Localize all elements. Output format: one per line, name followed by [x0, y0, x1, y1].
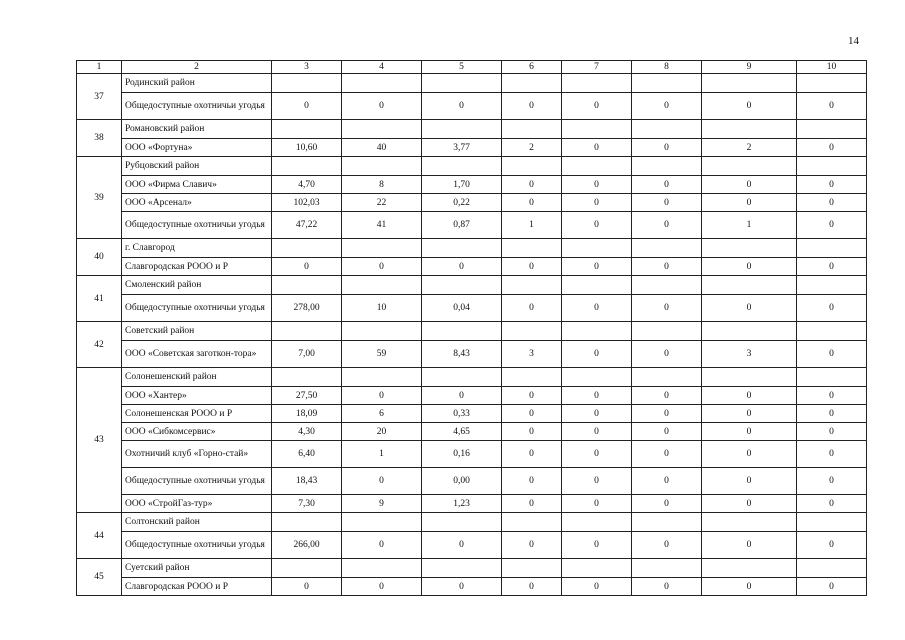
empty-cell — [632, 74, 702, 93]
value-cell: 0 — [797, 93, 867, 120]
empty-cell — [632, 322, 702, 341]
header-row — [77, 61, 867, 74]
row-name: ООО «Советская заготкон-тора» — [122, 341, 272, 368]
table-row — [77, 387, 867, 405]
empty-cell — [797, 513, 867, 532]
value-cell: 0 — [502, 387, 562, 405]
row-name: ООО «СтройГаз-тур» — [122, 495, 272, 513]
table-row — [77, 212, 867, 239]
column-header: 2 — [122, 61, 272, 74]
value-cell: 0 — [797, 468, 867, 495]
empty-cell — [632, 157, 702, 176]
value-cell: 0 — [272, 578, 342, 596]
empty-cell — [342, 368, 422, 387]
value-cell: 0 — [797, 258, 867, 276]
section-header-row — [77, 120, 867, 139]
value-cell: 2 — [502, 139, 562, 157]
value-cell: 0 — [342, 93, 422, 120]
column-header: 5 — [422, 61, 502, 74]
empty-cell — [702, 322, 797, 341]
value-cell: 0 — [797, 295, 867, 322]
value-cell: 0 — [797, 532, 867, 559]
empty-cell — [422, 239, 502, 258]
table-row — [77, 578, 867, 596]
value-cell: 0 — [632, 423, 702, 441]
table-row — [77, 139, 867, 157]
empty-cell — [502, 276, 562, 295]
column-header: 6 — [502, 61, 562, 74]
row-name: Общедоступные охотничьи угодья — [122, 295, 272, 322]
value-cell: 0 — [797, 194, 867, 212]
value-cell: 0 — [632, 194, 702, 212]
column-header: 4 — [342, 61, 422, 74]
value-cell: 0 — [562, 405, 632, 423]
empty-cell — [502, 157, 562, 176]
column-header: 1 — [77, 61, 122, 74]
value-cell: 59 — [342, 341, 422, 368]
value-cell: 0 — [702, 194, 797, 212]
empty-cell — [342, 157, 422, 176]
value-cell: 4,65 — [422, 423, 502, 441]
value-cell: 0 — [562, 258, 632, 276]
empty-cell — [562, 120, 632, 139]
row-name: Славгородская РООО и Р — [122, 578, 272, 596]
data-table — [76, 60, 867, 596]
table-row — [77, 194, 867, 212]
value-cell: 0 — [562, 387, 632, 405]
row-name: Общедоступные охотничьи угодья — [122, 93, 272, 120]
value-cell: 40 — [342, 139, 422, 157]
value-cell: 1 — [702, 212, 797, 239]
empty-cell — [422, 276, 502, 295]
empty-cell — [272, 74, 342, 93]
value-cell: 0 — [797, 341, 867, 368]
empty-cell — [632, 559, 702, 578]
value-cell: 10,60 — [272, 139, 342, 157]
value-cell: 0 — [562, 176, 632, 194]
empty-cell — [702, 74, 797, 93]
empty-cell — [632, 120, 702, 139]
district-title: Солтонский район — [122, 513, 272, 532]
empty-cell — [702, 157, 797, 176]
empty-cell — [422, 322, 502, 341]
value-cell: 0,16 — [422, 441, 502, 468]
empty-cell — [797, 157, 867, 176]
value-cell: 4,70 — [272, 176, 342, 194]
empty-cell — [422, 559, 502, 578]
value-cell: 9 — [342, 495, 422, 513]
value-cell: 0 — [502, 441, 562, 468]
value-cell: 22 — [342, 194, 422, 212]
value-cell: 278,00 — [272, 295, 342, 322]
value-cell: 0 — [632, 139, 702, 157]
value-cell: 0 — [632, 387, 702, 405]
district-title: Советский район — [122, 322, 272, 341]
value-cell: 0 — [342, 387, 422, 405]
value-cell: 0 — [502, 194, 562, 212]
column-header: 9 — [702, 61, 797, 74]
row-name: Общедоступные охотничьи угодья — [122, 468, 272, 495]
value-cell: 0 — [632, 176, 702, 194]
empty-cell — [562, 322, 632, 341]
value-cell: 0 — [562, 295, 632, 322]
table-row — [77, 341, 867, 368]
empty-cell — [502, 322, 562, 341]
table-row — [77, 468, 867, 495]
empty-cell — [562, 513, 632, 532]
column-header: 10 — [797, 61, 867, 74]
value-cell: 0,04 — [422, 295, 502, 322]
value-cell: 0,33 — [422, 405, 502, 423]
value-cell: 0 — [797, 212, 867, 239]
value-cell: 102,03 — [272, 194, 342, 212]
value-cell: 47,22 — [272, 212, 342, 239]
empty-cell — [797, 559, 867, 578]
value-cell: 0 — [562, 194, 632, 212]
value-cell: 0 — [632, 441, 702, 468]
empty-cell — [562, 368, 632, 387]
value-cell: 0 — [562, 423, 632, 441]
value-cell: 0 — [632, 212, 702, 239]
empty-cell — [562, 559, 632, 578]
value-cell: 0 — [702, 468, 797, 495]
value-cell: 0 — [422, 93, 502, 120]
section-number: 39 — [77, 157, 122, 239]
value-cell: 0 — [797, 139, 867, 157]
section-header-row — [77, 559, 867, 578]
empty-cell — [272, 559, 342, 578]
empty-cell — [272, 239, 342, 258]
section-number: 40 — [77, 239, 122, 276]
value-cell: 0 — [632, 405, 702, 423]
row-name: Солонешенская РООО и Р — [122, 405, 272, 423]
empty-cell — [342, 74, 422, 93]
row-name: ООО «Хантер» — [122, 387, 272, 405]
table-row — [77, 93, 867, 120]
empty-cell — [797, 74, 867, 93]
value-cell: 0 — [562, 468, 632, 495]
value-cell: 0 — [502, 176, 562, 194]
value-cell: 0 — [562, 578, 632, 596]
empty-cell — [272, 120, 342, 139]
value-cell: 0 — [502, 578, 562, 596]
value-cell: 0 — [797, 578, 867, 596]
section-header-row — [77, 276, 867, 295]
value-cell: 27,50 — [272, 387, 342, 405]
value-cell: 0 — [797, 495, 867, 513]
value-cell: 0 — [702, 578, 797, 596]
empty-cell — [702, 239, 797, 258]
value-cell: 0 — [562, 139, 632, 157]
empty-cell — [272, 276, 342, 295]
district-title: г. Славгород — [122, 239, 272, 258]
value-cell: 0 — [502, 532, 562, 559]
value-cell: 3 — [502, 341, 562, 368]
empty-cell — [702, 368, 797, 387]
value-cell: 0 — [702, 441, 797, 468]
row-name: ООО «Фортуна» — [122, 139, 272, 157]
value-cell: 0 — [702, 295, 797, 322]
empty-cell — [797, 239, 867, 258]
value-cell: 3,77 — [422, 139, 502, 157]
value-cell: 41 — [342, 212, 422, 239]
value-cell: 0 — [422, 258, 502, 276]
section-header-row — [77, 74, 867, 93]
value-cell: 18,43 — [272, 468, 342, 495]
value-cell: 0 — [702, 423, 797, 441]
value-cell: 0 — [272, 258, 342, 276]
row-name: Общедоступные охотничьи угодья — [122, 212, 272, 239]
value-cell: 1 — [342, 441, 422, 468]
empty-cell — [502, 239, 562, 258]
empty-cell — [272, 157, 342, 176]
value-cell: 7,00 — [272, 341, 342, 368]
value-cell: 0 — [797, 405, 867, 423]
section-number: 41 — [77, 276, 122, 322]
column-header: 7 — [562, 61, 632, 74]
table-row — [77, 495, 867, 513]
empty-cell — [342, 559, 422, 578]
value-cell: 18,09 — [272, 405, 342, 423]
value-cell: 0 — [797, 176, 867, 194]
value-cell: 0 — [502, 468, 562, 495]
value-cell: 0 — [502, 258, 562, 276]
district-title: Романовский район — [122, 120, 272, 139]
value-cell: 10 — [342, 295, 422, 322]
value-cell: 1 — [502, 212, 562, 239]
value-cell: 0 — [342, 532, 422, 559]
row-name: ООО «Фирма Славич» — [122, 176, 272, 194]
value-cell: 0 — [702, 387, 797, 405]
empty-cell — [562, 74, 632, 93]
value-cell: 0 — [702, 405, 797, 423]
value-cell: 0 — [422, 532, 502, 559]
value-cell: 0 — [502, 405, 562, 423]
empty-cell — [562, 157, 632, 176]
value-cell: 0 — [702, 93, 797, 120]
value-cell: 0 — [632, 578, 702, 596]
empty-cell — [562, 276, 632, 295]
value-cell: 0 — [797, 423, 867, 441]
value-cell: 0 — [797, 441, 867, 468]
district-title: Рубцовский район — [122, 157, 272, 176]
value-cell: 0 — [562, 341, 632, 368]
value-cell: 7,30 — [272, 495, 342, 513]
value-cell: 0 — [562, 532, 632, 559]
value-cell: 0 — [702, 258, 797, 276]
district-title: Смоленский район — [122, 276, 272, 295]
value-cell: 20 — [342, 423, 422, 441]
value-cell: 0 — [632, 295, 702, 322]
value-cell: 0 — [502, 93, 562, 120]
empty-cell — [422, 513, 502, 532]
empty-cell — [632, 239, 702, 258]
value-cell: 0 — [272, 93, 342, 120]
value-cell: 8,43 — [422, 341, 502, 368]
value-cell: 1,23 — [422, 495, 502, 513]
empty-cell — [632, 276, 702, 295]
value-cell: 0 — [562, 495, 632, 513]
value-cell: 0 — [562, 441, 632, 468]
table-row — [77, 532, 867, 559]
row-name: Славгородская РООО и Р — [122, 258, 272, 276]
page-number: 14 — [848, 35, 859, 47]
value-cell: 0 — [422, 578, 502, 596]
value-cell: 0 — [342, 258, 422, 276]
section-header-row — [77, 157, 867, 176]
empty-cell — [502, 368, 562, 387]
value-cell: 0 — [632, 468, 702, 495]
section-number: 42 — [77, 322, 122, 368]
empty-cell — [342, 239, 422, 258]
district-title: Родинский район — [122, 74, 272, 93]
row-name: ООО «Сибкомсервис» — [122, 423, 272, 441]
empty-cell — [797, 120, 867, 139]
value-cell: 2 — [702, 139, 797, 157]
value-cell: 0 — [632, 495, 702, 513]
empty-cell — [272, 513, 342, 532]
empty-cell — [632, 368, 702, 387]
empty-cell — [272, 368, 342, 387]
value-cell: 0 — [702, 176, 797, 194]
empty-cell — [342, 513, 422, 532]
value-cell: 8 — [342, 176, 422, 194]
empty-cell — [702, 513, 797, 532]
empty-cell — [797, 276, 867, 295]
empty-cell — [702, 559, 797, 578]
empty-cell — [422, 120, 502, 139]
empty-cell — [422, 74, 502, 93]
value-cell: 0 — [562, 212, 632, 239]
empty-cell — [502, 74, 562, 93]
value-cell: 0 — [632, 532, 702, 559]
table-row — [77, 423, 867, 441]
value-cell: 6,40 — [272, 441, 342, 468]
value-cell: 0 — [632, 93, 702, 120]
value-cell: 0,22 — [422, 194, 502, 212]
section-number: 45 — [77, 559, 122, 596]
value-cell: 6 — [342, 405, 422, 423]
value-cell: 0 — [502, 295, 562, 322]
empty-cell — [342, 276, 422, 295]
empty-cell — [632, 513, 702, 532]
value-cell: 0,87 — [422, 212, 502, 239]
row-name: Общедоступные охотничьи угодья — [122, 532, 272, 559]
section-header-row — [77, 322, 867, 341]
section-number: 44 — [77, 513, 122, 559]
section-number: 43 — [77, 368, 122, 513]
empty-cell — [702, 120, 797, 139]
table-row — [77, 405, 867, 423]
value-cell: 1,70 — [422, 176, 502, 194]
value-cell: 3 — [702, 341, 797, 368]
section-header-row — [77, 239, 867, 258]
section-header-row — [77, 513, 867, 532]
section-number: 38 — [77, 120, 122, 157]
district-title: Суетский район — [122, 559, 272, 578]
table-row — [77, 295, 867, 322]
row-name: ООО «Арсенал» — [122, 194, 272, 212]
empty-cell — [797, 322, 867, 341]
value-cell: 0 — [797, 387, 867, 405]
table-row — [77, 258, 867, 276]
empty-cell — [502, 120, 562, 139]
empty-cell — [272, 322, 342, 341]
value-cell: 0 — [502, 495, 562, 513]
table-row — [77, 176, 867, 194]
empty-cell — [342, 120, 422, 139]
empty-cell — [422, 157, 502, 176]
section-number: 37 — [77, 74, 122, 120]
district-title: Солонешенский район — [122, 368, 272, 387]
value-cell: 0 — [562, 93, 632, 120]
value-cell: 0 — [342, 468, 422, 495]
value-cell: 0 — [702, 495, 797, 513]
empty-cell — [702, 276, 797, 295]
value-cell: 0,00 — [422, 468, 502, 495]
value-cell: 0 — [632, 258, 702, 276]
value-cell: 4,30 — [272, 423, 342, 441]
value-cell: 0 — [422, 387, 502, 405]
value-cell: 266,00 — [272, 532, 342, 559]
column-header: 8 — [632, 61, 702, 74]
value-cell: 0 — [342, 578, 422, 596]
value-cell: 0 — [632, 341, 702, 368]
empty-cell — [342, 322, 422, 341]
empty-cell — [502, 513, 562, 532]
section-header-row — [77, 368, 867, 387]
value-cell: 0 — [502, 423, 562, 441]
table-row — [77, 441, 867, 468]
empty-cell — [502, 559, 562, 578]
empty-cell — [422, 368, 502, 387]
column-header: 3 — [272, 61, 342, 74]
empty-cell — [562, 239, 632, 258]
row-name: Охотничий клуб «Горно-стай» — [122, 441, 272, 468]
value-cell: 0 — [702, 532, 797, 559]
empty-cell — [797, 368, 867, 387]
